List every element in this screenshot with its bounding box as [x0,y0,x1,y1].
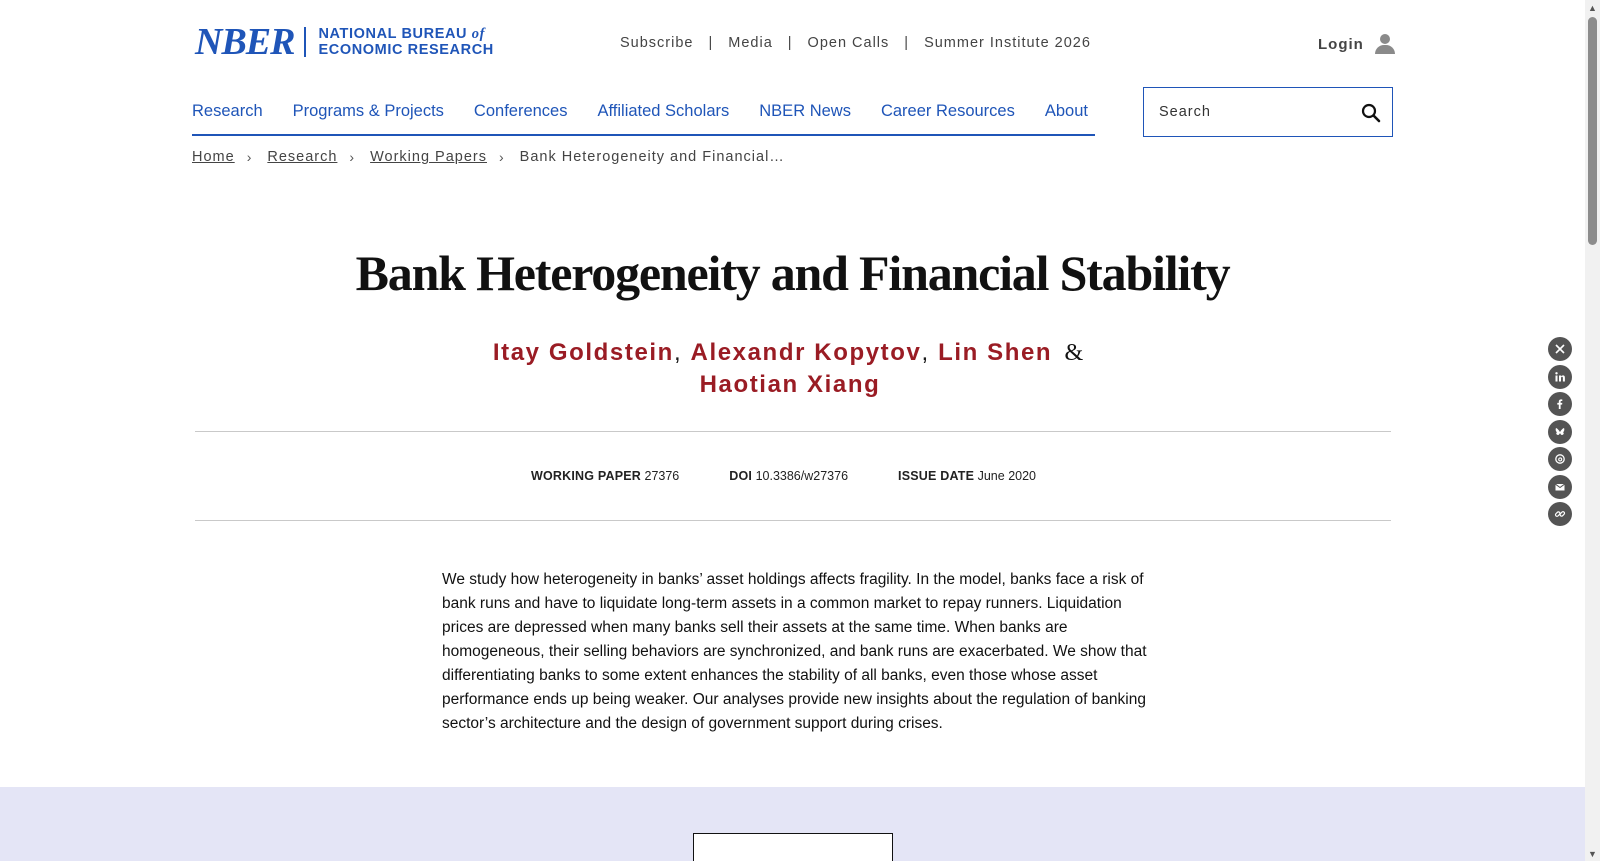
meta-label: ISSUE DATE [898,469,975,483]
scrollbar-thumb[interactable] [1588,17,1597,245]
main-nav [192,98,1095,136]
chevron-right-icon: › [349,149,356,165]
nav-affiliated-scholars[interactable]: Affiliated Scholars [597,102,730,120]
meta-value: 27376 [644,469,680,483]
logo-wordmark [318,26,493,58]
scroll-down-icon[interactable]: ▼ [1588,848,1597,859]
nav-conferences[interactable]: Conferences [473,102,568,120]
utility-link-summer-institute[interactable]: Summer Institute 2026 [924,35,1091,51]
bluesky-icon[interactable] [1548,420,1572,444]
login-link[interactable] [1318,33,1396,55]
doi [729,469,848,483]
search-box [1143,87,1393,137]
share-rail [1548,337,1572,526]
author-separator: , [921,339,930,366]
download-button[interactable] [693,833,893,861]
logo-line-1: NATIONAL BUREAU [318,26,468,42]
nber-logo[interactable] [195,21,494,63]
author-list [440,337,1140,400]
logo-mark: NBER [195,21,295,63]
user-icon [1374,33,1396,55]
logo-of: of [471,26,486,42]
vertical-scrollbar[interactable] [1585,0,1600,861]
meta-value: June 2020 [977,469,1036,483]
logo-line-2: ECONOMIC RESEARCH [318,42,494,58]
chevron-right-icon: › [246,149,253,165]
facebook-icon[interactable] [1548,392,1572,416]
utility-separator: | [787,35,793,51]
nav-about[interactable]: About [1044,102,1088,120]
meta-value: 10.3386/w27376 [755,469,849,483]
utility-link-media[interactable]: Media [728,35,773,51]
x-icon[interactable] [1548,337,1572,361]
breadcrumb-home[interactable]: Home [192,149,235,165]
page-title: Bank Heterogeneity and Financial Stability [355,245,1230,301]
email-icon[interactable] [1548,475,1572,499]
search-icon[interactable] [1360,102,1382,124]
utility-separator: | [904,35,910,51]
login-label: Login [1318,35,1364,53]
breadcrumb [192,149,785,165]
issue-date [898,469,1036,483]
author-link[interactable]: Itay Goldstein [492,339,674,366]
search-input[interactable] [1159,104,1359,120]
linkedin-icon[interactable] [1548,365,1572,389]
copy-link-icon[interactable] [1548,502,1572,526]
scroll-up-icon[interactable]: ▲ [1588,2,1597,13]
paper-metadata [195,431,1391,521]
author-link[interactable]: Haotian Xiang [699,371,881,398]
breadcrumb-current: Bank Heterogeneity and Financial… [519,149,785,165]
author-link[interactable]: Alexandr Kopytov [690,339,922,366]
meta-label: WORKING PAPER [531,469,642,483]
utility-separator: | [708,35,714,51]
nav-research[interactable]: Research [192,102,263,120]
nav-nber-news[interactable]: NBER News [759,102,851,120]
breadcrumb-research[interactable]: Research [267,149,338,165]
threads-icon[interactable] [1548,447,1572,471]
logo-divider [304,27,306,57]
abstract-text: We study how heterogeneity in banks’ asset holdings affects fragility. In the model, banks face a risk of bank runs and have to liquidate long-term assets in a common market to repay runners. Liquidation prices are depressed when many banks sell their assets at the same time. When banks are homogeneous, their selling behaviors are synchronized, and bank runs are exacerbated. We show that differentiating banks to some extent enhances the stability of all banks, even those whose asset performance ends up being weaker. Our analyses provide new insights about the regulation of banking sector’s architecture and the design of government support during crises. [442,571,1147,732]
utility-link-open-calls[interactable]: Open Calls [807,35,890,51]
breadcrumb-working-papers[interactable]: Working Papers [370,149,487,165]
author-link[interactable]: Lin Shen [938,339,1053,366]
chevron-right-icon: › [498,149,505,165]
nav-career-resources[interactable]: Career Resources [880,102,1015,120]
author-separator: , [673,339,683,366]
author-ampersand: & [1064,340,1084,366]
nav-programs-projects[interactable]: Programs & Projects [292,102,444,120]
working-paper-number [531,469,679,483]
utility-nav [620,35,1091,51]
utility-link-subscribe[interactable]: Subscribe [620,35,694,51]
meta-label: DOI [729,469,753,483]
